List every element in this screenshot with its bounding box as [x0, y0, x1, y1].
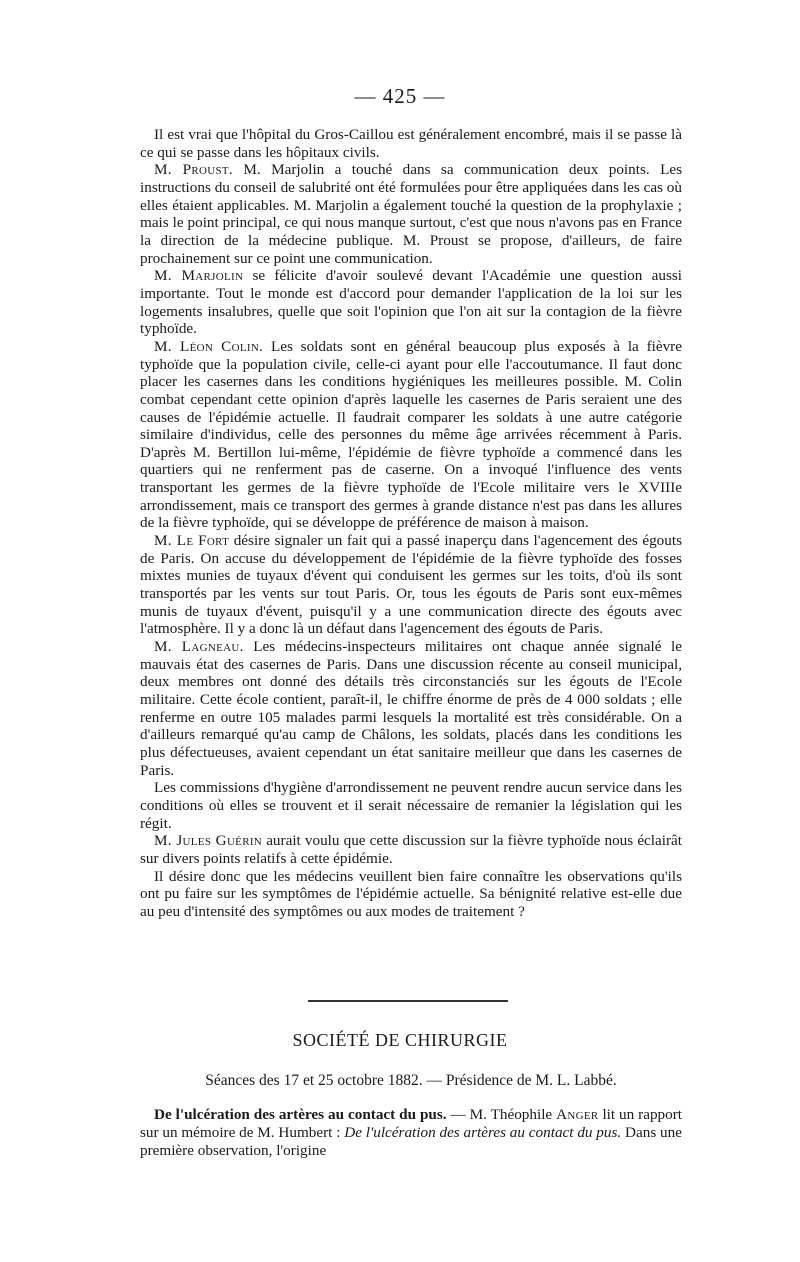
- paragraph-text: Les soldats sont en général beaucoup plus exposés à la fièvre typhoïde que la population civile, celle-ci ayant pour elle l'accoutumance. Il faut donc placer les casernes dans les conditions hygiéniques les meilleures possible. M. Colin combat cependant cette opinion d'après laquelle les casernes de Paris seraient une des causes de l'épidémie actuelle. Il faudrait comparer les soldats à une autre catégorie similaire d'individus, celle des personnes du même âge arrivées récemment à Paris. D'après M. Bertillon lui-même, l'épidémie de fièvre typhoïde a commencé dans les quartiers qui ne renferment pas de caserne. On a invoqué l'influence des vents transportant les germes de la fièvre typhoïde de l'Ecole militaire vers le XVIIIe arrondissement, mais ce transport des germes à grande distance n'est pas dans les allures de la fièvre typhoïde, qui se développe de préférence de maison à maison.: [140, 337, 682, 532]
- page-number: — 425 —: [354, 84, 446, 108]
- sessions-line: Séances des 17 et 25 octobre 1882. — Présidence de M. L. Labbé.: [205, 1072, 617, 1089]
- paragraph: [140, 832, 682, 867]
- paragraph: [140, 868, 682, 921]
- speaker-name: Anger: [556, 1106, 599, 1123]
- section-divider: [308, 1000, 508, 1002]
- paragraph-text: lit un rapport sur un mémoire de M. Humbert :: [140, 1106, 683, 1141]
- section-title: SOCIÉTÉ DE CHIRURGIE: [292, 1030, 508, 1050]
- speaker-name: M. Le Fort: [154, 532, 230, 550]
- paragraph-text: — M. Théophile: [446, 1106, 557, 1123]
- paragraph-text: M. Marjolin a touché dans sa communication deux points. Les instructions du conseil de salubrité ont été formulées pour être appliquées dans les cas où elles étaient applicables. M. Marjolin a également touché la question de la prophylaxie ; mais le point principal, ce qui nous manque surtout, c'est que nous n'avons pas en France la direction de la médecine publique. M. Proust se propose, d'ailleurs, de faire prochainement sur ce point une communication.: [140, 161, 682, 267]
- paragraph: [140, 161, 682, 267]
- paragraph: [140, 126, 682, 161]
- paragraph-text: aurait voulu que cette discussion sur la fièvre typhoïde nous éclairât sur divers points relatifs à cette épidémie.: [140, 832, 683, 867]
- paragraph-text: Il est vrai que l'hôpital du Gros-Caillou est généralement encombré, mais il se passe là ce qui se passe dans les hôpitaux civils.: [140, 126, 682, 161]
- paragraph: [140, 1106, 682, 1160]
- paragraph-text: Dans une première observation, l'origine: [140, 1124, 682, 1159]
- speaker-name: M. Léon Colin.: [154, 337, 264, 355]
- speaker-name: M. Proust.: [154, 161, 234, 179]
- paragraph-text: Les commissions d'hygiène d'arrondissement ne peuvent rendre aucun service dans les conditions où elles se trouvent et il serait nécessaire de remanier la législation qui les régit.: [140, 779, 682, 832]
- paragraph-text: désire signaler un fait qui a passé inaperçu dans l'agencement des égouts de Paris. On accuse du développement de l'épidémie de la fièvre typhoïde des fosses mixtes munies de tuyaux d'évent qui conduisent les germes sur les toits, d'où ils sont transportés par les vents sur tout Paris. Or, tous les égouts de Paris sont eux-mêmes munis de tuyaux d'évent, puisqu'il y a une communication directe des égouts avec l'atmosphère. Il y a donc là un défaut dans l'agencement des égouts de Paris.: [140, 532, 682, 638]
- final-paragraph: [140, 1106, 682, 1160]
- paragraph: [140, 779, 682, 832]
- body-text: [140, 126, 682, 921]
- paragraph-text: se félicite d'avoir soulevé devant l'Académie une question aussi importante. Tout le monde est d'accord pour demander l'application de la loi sur les logements insalubres, quelle que soit l'opinion que l'on ait sur la contagion de la fièvre typhoïde.: [140, 267, 682, 338]
- speaker-name: M. Jules Guérin: [154, 832, 263, 850]
- speaker-name: M. Lagneau.: [154, 638, 244, 656]
- paragraph-text: Il désire donc que les médecins veuillent bien faire connaître les observations qu'ils ont pu faire sur les symptômes de l'épidémie actuelle. Sa bénignité relative est-elle due au peu d'intensité des symptômes ou aux modes de traitement ?: [140, 867, 682, 920]
- article-heading: De l'ulcération des artères au contact du pus.: [154, 1106, 447, 1123]
- paragraph: [140, 532, 682, 638]
- paragraph: [140, 338, 682, 532]
- cited-title: De l'ulcération des artères au contact du pus.: [344, 1124, 622, 1141]
- paragraph: [140, 267, 682, 338]
- paragraph-text: Les médecins-inspecteurs militaires ont chaque année signalé le mauvais état des casernes de Paris. Dans une discussion récente au conseil municipal, deux membres ont donné des détails très circonstanciés sur les égouts de l'Ecole militaire. Cette école contient, paraît-il, le chiffre énorme de près de 4 000 soldats ; elle renferme en outre 105 malades parmi lesquels la mortalité est très considérable. On a d'ailleurs remarqué qu'au camp de Châlons, les soldats, placés dans les conditions les plus défectueuses, avaient cependant un état sanitaire meilleur que dans les casernes de Paris.: [140, 638, 682, 779]
- speaker-name: M. Marjolin: [154, 267, 244, 285]
- paragraph: [140, 638, 682, 779]
